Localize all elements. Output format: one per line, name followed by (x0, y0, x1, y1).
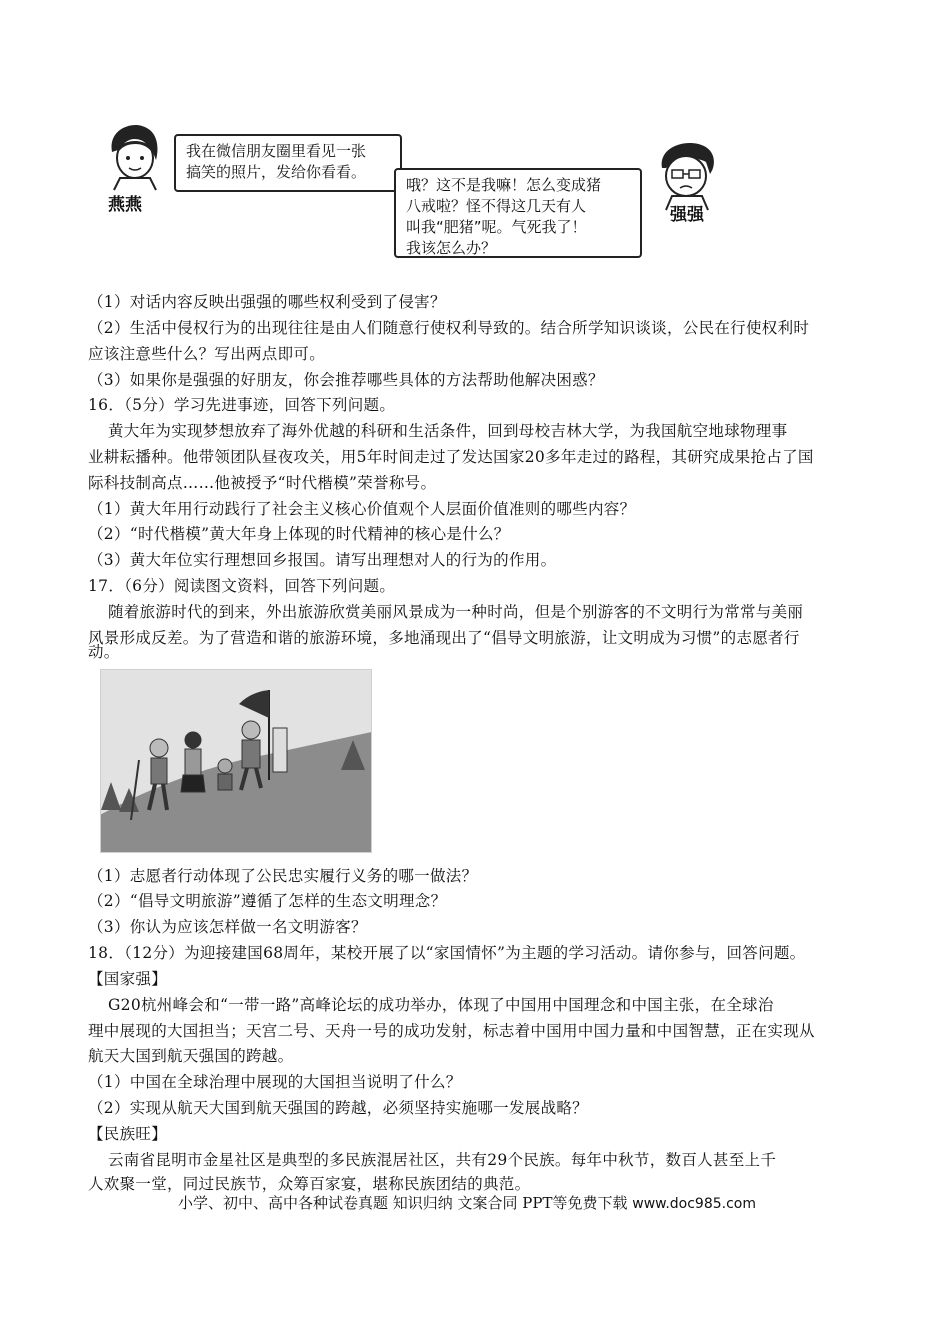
question-heading: 17．（6分）阅读图文资料，回答下列问题。 (88, 577, 396, 595)
section-label: 【国家强】 (88, 970, 168, 988)
speech-line: 八戒啦？怪不得这几天有人 (406, 197, 587, 215)
right-speech-bubble (394, 168, 642, 258)
left-speech-bubble (174, 134, 402, 192)
page-footer (178, 1192, 756, 1213)
paragraph-line: 动。 (88, 643, 120, 661)
footer-site-link[interactable]: www.doc985.com (632, 1196, 757, 1212)
paragraph-line: 云南省昆明市金星社区是典型的多民族混居社区，共有29个民族。每年中秋节，数百人甚至上千 (108, 1151, 777, 1169)
paragraph-line: 理中展现的大国担当；天宫二号、天舟一号的成功发射，标志着中国用中国力量和中国智慧，正在实现从 (88, 1022, 815, 1040)
paragraph-line: 随着旅游时代的到来，外出旅游欣赏美丽风景成为一种时尚，但是个别游客的不文明行为常常与美丽 (108, 603, 804, 621)
speech-line: 哦？这不是我嘛！怎么变成猪 (406, 176, 602, 194)
question-line: （1）对话内容反映出强强的哪些权利受到了侵害？ (88, 293, 446, 311)
left-character-name: 燕燕 (108, 195, 142, 215)
question-line: （2）“时代楷模”黄大年身上体现的时代精神的核心是什么？ (88, 525, 510, 543)
paragraph-line: 业耕耘播种。他带领团队昼夜攻关，用5年时间走过了发达国家20多年走过的路程，其研究成果抢占了国 (88, 448, 814, 466)
question-heading: 16．（5分）学习先进事迹，回答下列问题。 (88, 396, 396, 414)
question-heading: 18．（12分）为迎接建国68周年，某校开展了以“家国情怀”为主题的学习活动。请你参与，回答问题。 (88, 944, 806, 962)
speech-line: 搞笑的照片，发给你看看。 (186, 163, 367, 181)
hikers-illustration (101, 670, 371, 852)
question-line: （3）你认为应该怎样做一名文明游客？ (88, 918, 367, 936)
question-line: （2）“倡导文明旅游”遵循了怎样的生态文明理念？ (88, 892, 447, 910)
question-line: （1）志愿者行动体现了公民忠实履行义务的哪一做法？ (88, 867, 478, 885)
paragraph-line: 黄大年为实现梦想放弃了海外优越的科研和生活条件，回到母校吉林大学，为我国航空地球物理事 (108, 422, 788, 440)
footer-text: 小学、初中、高中各种试卷真题 知识归纳 文案合同 PPT等免费下载 (178, 1194, 633, 1212)
question-line: （3）黄大年位实行理想回乡报国。请写出理想对人的行为的作用。 (88, 551, 557, 569)
paragraph-line: 际科技制高点……他被授予“时代楷模”荣誉称号。 (88, 474, 437, 492)
question-line: （2）生活中侵权行为的出现往往是由人们随意行使权利导致的。结合所学知识谈谈，公民在行使权利时 (88, 319, 810, 337)
paragraph-line: 风景形成反差。为了营造和谐的旅游环境，多地涌现出了“倡导文明旅游，让文明成为习惯”的志愿者行 (88, 629, 800, 647)
paragraph-line: G20杭州峰会和“一带一路”高峰论坛的成功举办，体现了中国用中国理念和中国主张，在全球治 (108, 996, 774, 1014)
speech-line: 叫我“肥猪”呢。气死我了！ (406, 218, 587, 236)
question-line: （3）如果你是强强的好朋友，你会推荐哪些具体的方法帮助他解决困惑？ (88, 371, 604, 389)
question-line: 应该注意些什么？写出两点即可。 (88, 345, 326, 363)
girl-avatar-icon (100, 120, 170, 195)
speech-line: 我在微信朋友圈里看见一张 (186, 142, 367, 160)
paragraph-line: 人欢聚一堂，同过民族节，众筹百家宴，堪称民族团结的典范。 (88, 1175, 531, 1193)
paragraph-line: 航天大国到航天强国的跨越。 (88, 1047, 294, 1065)
comic-illustration (100, 120, 740, 270)
question-line: （2）实现从航天大国到航天强国的跨越，必须坚持实施哪一发展战略？ (88, 1099, 588, 1117)
civilized-tourism-photo (100, 669, 372, 853)
section-label: 【民族旺】 (88, 1125, 168, 1143)
question-line: （1）中国在全球治理中展现的大国担当说明了什么？ (88, 1073, 462, 1091)
right-character-name: 强强 (670, 205, 704, 225)
question-line: （1）黄大年用行动践行了社会主义核心价值观个人层面价值准则的哪些内容？ (88, 500, 636, 518)
speech-line: 我该怎么办？ (406, 239, 497, 257)
